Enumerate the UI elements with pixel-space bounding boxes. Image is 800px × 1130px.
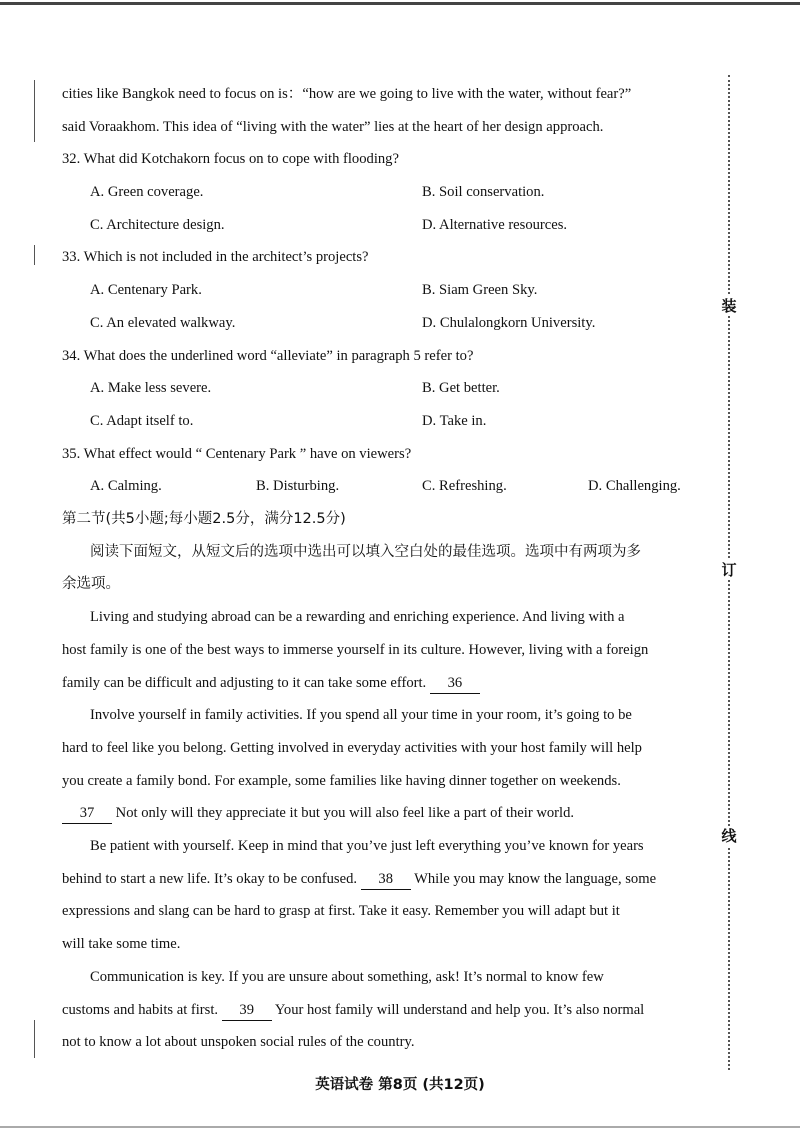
page-content: [62, 78, 712, 1059]
binding-label-zhuang: 装: [721, 297, 737, 315]
passage-line: Living and studying abroad can be a rewarding and enriching experience. And living with a: [90, 609, 625, 626]
question-35-options-row: [62, 470, 712, 503]
passage-text: Not only will they appreciate it but you will also feel like a part of their world.: [115, 805, 575, 822]
passage-line: Be patient with yourself. Keep in mind that you’ve just left everything you’ve known for years: [90, 838, 644, 855]
passage-text: family can be difficult and adjusting to it can take some effort.: [62, 674, 427, 691]
option-c: C. Architecture design.: [90, 216, 225, 233]
page-footer: 英语试卷 第8页 (共12页): [315, 1077, 485, 1093]
passage-text: Your host family will understand and help you. It’s also normal: [274, 1001, 645, 1018]
passage-line: [62, 863, 712, 896]
option-c: C. Refreshing.: [422, 478, 507, 495]
passage-line: [62, 994, 712, 1027]
option-d: D. Chulalongkorn University.: [422, 314, 596, 331]
option-d: D. Challenging.: [588, 478, 681, 495]
question-34-stem: 34. What does the underlined word “alleviate” in paragraph 5 refer to?: [62, 347, 474, 364]
passage-line: host family is one of the best ways to immerse yourself in its culture. However, living with a foreign: [62, 641, 649, 658]
question-32-options-row: [62, 176, 712, 209]
passage-text: While you may know the language, some: [414, 870, 657, 887]
left-margin-mark: [34, 1020, 35, 1058]
intro-line: said Voraakhom. This idea of “living with the water” lies at the heart of her design approach.: [62, 118, 604, 135]
option-d: D. Alternative resources.: [422, 216, 568, 233]
question-32-options-row: [62, 209, 712, 242]
option-a: A. Centenary Park.: [90, 282, 202, 299]
passage-line: [62, 797, 712, 830]
passage-line: will take some time.: [62, 936, 181, 953]
passage-line: you create a family bond. For example, some families like having dinner together on weekends.: [62, 772, 621, 789]
binding-label-xian: 线: [721, 827, 737, 845]
bottom-border: [0, 1126, 800, 1128]
section-title: 第二节(共5小题;每小题2.5分，满分12.5分): [62, 511, 346, 528]
question-34-options-row: [62, 405, 712, 438]
option-a: A. Make less severe.: [90, 380, 212, 397]
passage-line: Communication is key. If you are unsure about something, ask! It’s normal to know few: [90, 968, 604, 985]
passage-text: behind to start a new life. It’s okay to be confused.: [62, 870, 358, 887]
passage-line: expressions and slang can be hard to grasp at first. Take it easy. Remember you will adapt but it: [62, 903, 620, 920]
left-margin-mark: [34, 80, 35, 142]
binding-label-ding: 订: [721, 561, 737, 579]
intro-line: cities like Bangkok need to focus on is：“how are we going to live with the water, without fear?”: [62, 86, 632, 102]
passage-line: [62, 667, 712, 700]
option-b: B. Soil conservation.: [422, 184, 545, 201]
option-a: A. Green coverage.: [90, 184, 204, 201]
option-c: C. An elevated walkway.: [90, 314, 236, 331]
blank-39: 39: [222, 1000, 272, 1021]
blank-38: 38: [361, 869, 411, 890]
passage-line: hard to feel like you belong. Getting involved in everyday activities with your host family will help: [62, 739, 642, 756]
question-33-stem: 33. Which is not included in the architect’s projects?: [62, 249, 369, 266]
section-instruction: 余选项。: [62, 576, 120, 593]
blank-36: 36: [430, 673, 480, 694]
question-34-options-row: [62, 372, 712, 405]
question-33-options-row: [62, 307, 712, 340]
option-b: B. Siam Green Sky.: [422, 282, 538, 299]
top-border: [0, 2, 800, 5]
question-33-options-row: [62, 274, 712, 307]
left-margin-mark: [34, 245, 35, 265]
passage-line: not to know a lot about unspoken social rules of the country.: [62, 1034, 415, 1051]
passage-line: Involve yourself in family activities. If you spend all your time in your room, it’s going to be: [90, 707, 632, 724]
option-a: A. Calming.: [90, 478, 162, 495]
passage-text: customs and habits at first.: [62, 1001, 219, 1018]
blank-37: 37: [62, 803, 112, 824]
option-b: B. Get better.: [422, 380, 500, 397]
question-35-stem: 35. What effect would “ Centenary Park ” have on viewers?: [62, 445, 412, 462]
option-b: B. Disturbing.: [256, 478, 340, 495]
option-c: C. Adapt itself to.: [90, 412, 194, 429]
section-instruction: 阅读下面短文，从短文后的选项中选出可以填入空白处的最佳选项。选项中有两项为多: [90, 543, 641, 560]
option-d: D. Take in.: [422, 412, 487, 429]
question-32-stem: 32. What did Kotchakorn focus on to cope with flooding?: [62, 151, 399, 168]
